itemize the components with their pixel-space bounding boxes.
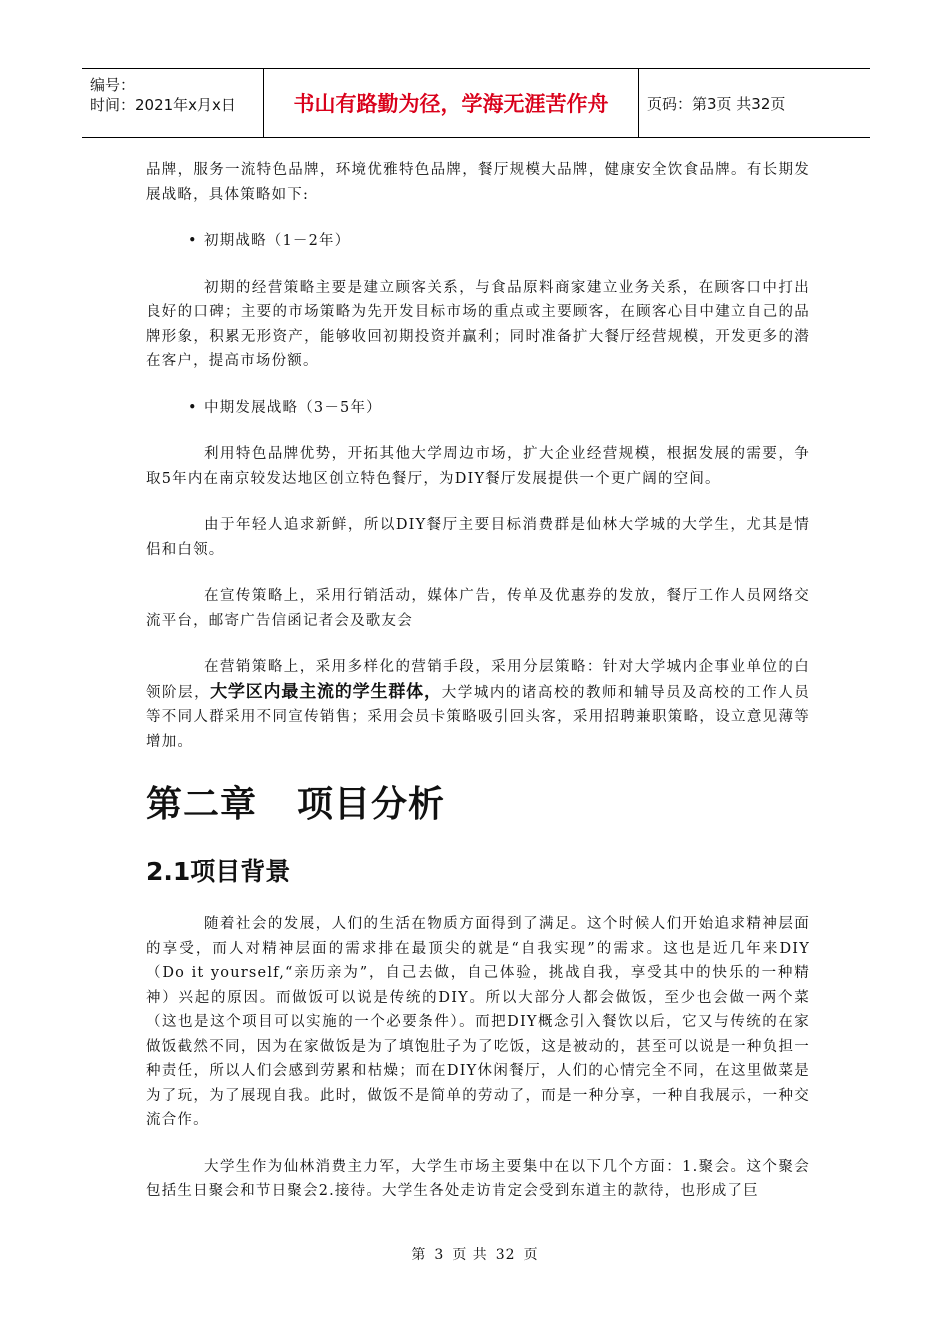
footer-total-pages: 32: [495, 1247, 516, 1263]
chapter-name: 项目分析: [297, 784, 446, 825]
marketing-text-a: 在营销策略上，采用多样化的营销手段，采用分层策略：针对大学城内企事业单位的白领阶层，: [146, 659, 810, 701]
paragraph-target-market: 由于年轻人追求新鲜，所以DIY餐厅主要目标消费群是仙林大学城的大学生，尤其是情侣和白领。: [146, 517, 810, 558]
bullet-text: 初期战略（1－2年）: [204, 233, 351, 249]
document-body: [146, 158, 810, 1204]
page-header: [82, 68, 870, 138]
bullet-dot-icon: •: [188, 399, 198, 416]
marketing-emphasis: 大学区内最主流的学生群体，: [210, 681, 442, 702]
bullet-item-early: [146, 229, 810, 254]
bullet-item-mid: [146, 396, 810, 421]
paragraph-marketing: [146, 655, 810, 754]
footer-page-number: 3: [434, 1247, 445, 1263]
doc-time-label: 时间：2021年x月x日: [90, 96, 236, 114]
paragraph-background: 随着社会的发展，人们的生活在物质方面得到了满足。这个时候人们开始追求精神层面的享受，而人对精神层面的需求排在最顶尖的就是“自我实现”的需求。这也是近几年来DIY（Do it yourself,“亲历亲为”，自己去做，自己体验，挑战自我，享受其中的快乐的一种精神）兴起的原因。而做饭可以说是传统的DIY。所以大部分人都会做饭，至少也会做一两个菜（这也是这个项目可以实施的一个必要条件）。而把DIY概念引入餐饮以后，它又与传统的在家做饭截然不同，因为在家做饭是为了填饱肚子为了吃饭，这是被动的，甚至可以说是一种负担一种责任，所以人们会感到劳累和枯燥；而在DIY休闲餐厅，人们的心情完全不同，在这里做菜是为了玩，为了展现自我。此时，做饭不是简单的劳动了，而是一种分享，一种自我展示，一种交流合作。: [146, 916, 810, 1128]
marketing-text-b: 大学城内的诸高校的教师和辅导员及高校的工作人员等不同人群采用不同宣传销售；采用会员卡策略吸引回头客，采用招聘兼职策略，设立意见薄等增加。: [146, 684, 810, 750]
footer-prefix: 第: [411, 1247, 427, 1263]
paragraph-mid-strategy: 利用特色品牌优势，开拓其他大学周边市场，扩大企业经营规模，根据发展的需要，争取5年内在南京较发达地区创立特色餐厅，为DIY餐厅发展提供一个更广阔的空间。: [146, 446, 810, 487]
header-motto: 书山有路勤为径，学海无涯苦作舟: [264, 69, 639, 137]
chapter-number: 第二章: [146, 784, 258, 825]
bullet-text: 中期发展战略（3－5年）: [204, 399, 382, 416]
paragraph-intro: 品牌，服务一流特色品牌，环境优雅特色品牌，餐厅规模大品牌，健康安全饮食品牌。有长期发展战略，具体策略如下:: [146, 162, 810, 203]
paragraph-early-strategy: 初期的经营策略主要是建立顾客关系，与食品原料商家建立业务关系，在顾客口中打出良好的口碑；主要的市场策略为先开发目标市场的重点或主要顾客，在顾客心目中建立自己的品牌形象，积累无形资产，能够收回初期投资并赢利；同时准备扩大餐厅经营规模，开发更多的潜在客户，提高市场份额。: [146, 279, 810, 369]
page-footer: [0, 1244, 950, 1264]
header-meta: [82, 69, 264, 137]
chapter-title: [146, 780, 810, 830]
footer-middle: 页 共: [452, 1247, 488, 1263]
footer-suffix: 页: [523, 1247, 539, 1263]
bullet-dot-icon: •: [188, 233, 198, 249]
paragraph-promotion: 在宣传策略上，采用行销活动，媒体广告，传单及优惠券的发放，餐厅工作人员网络交流平台，邮寄广告信函记者会及歌友会: [146, 588, 810, 629]
section-title: 2.1项目背景: [146, 857, 291, 886]
paragraph-students: 大学生作为仙林消费主力军，大学生市场主要集中在以下几个方面：1.聚会。这个聚会包括生日聚会和节日聚会2.接待。大学生各处走访肯定会受到东道主的款待，也形成了巨: [146, 1158, 810, 1199]
doc-number-label: 编号：: [90, 76, 136, 94]
header-page-label: 页码：第3页 共32页: [647, 94, 786, 113]
